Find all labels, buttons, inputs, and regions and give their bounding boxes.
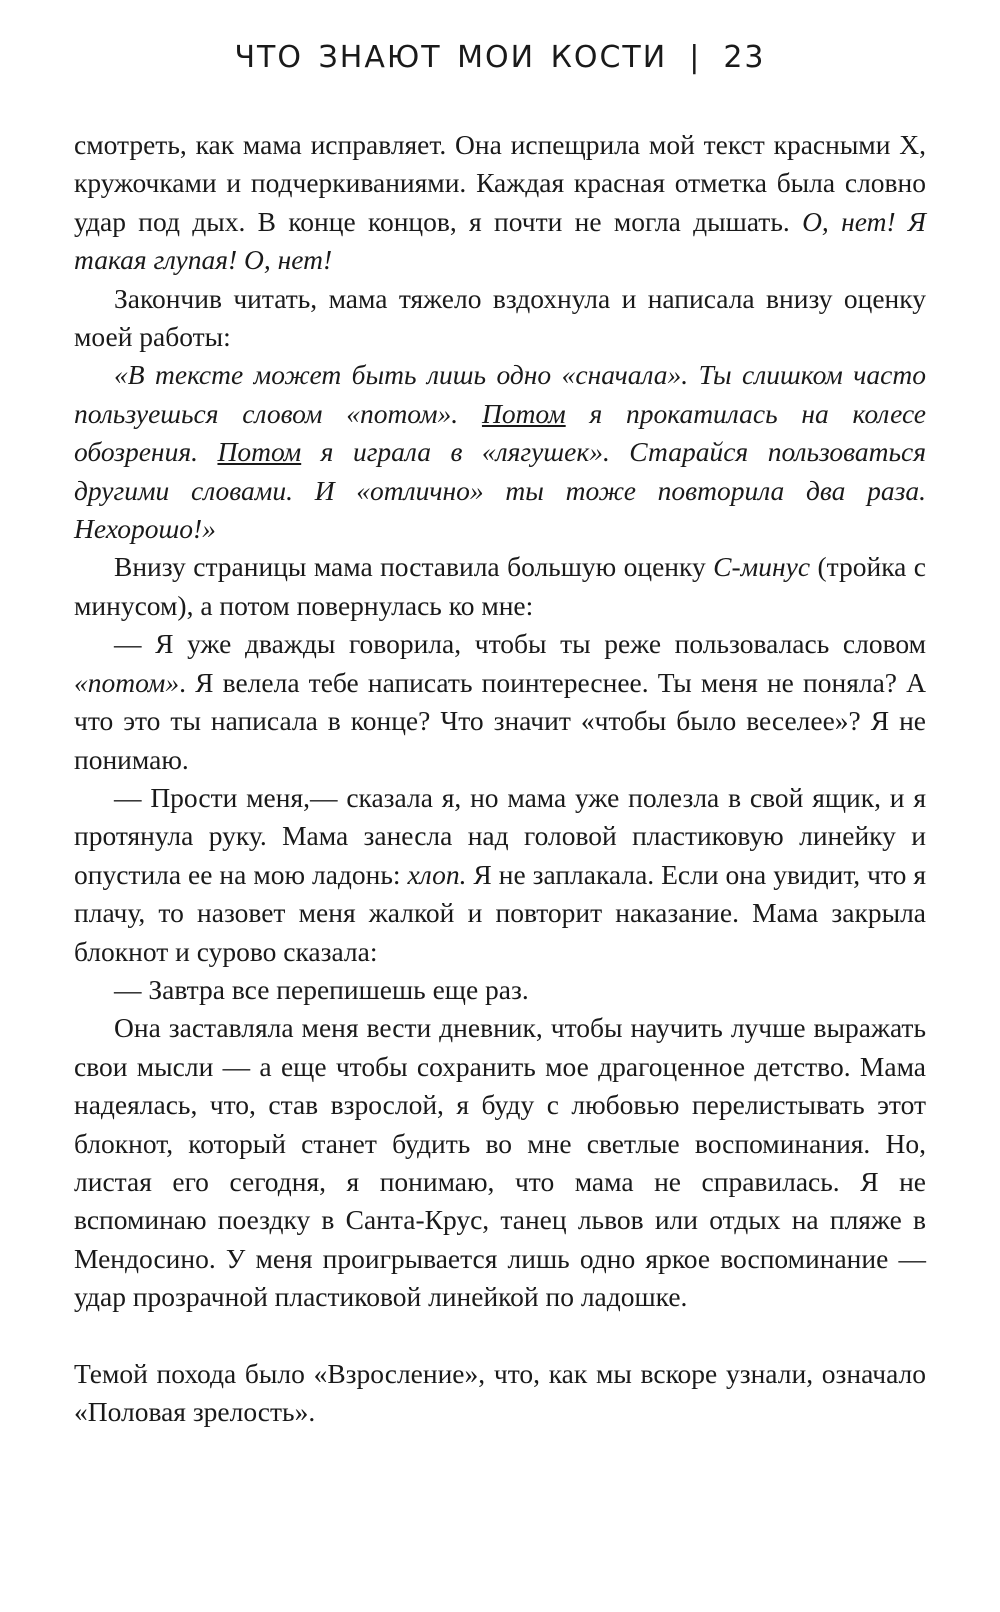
teacher-note	[74, 356, 926, 548]
dialogue-1	[74, 625, 926, 779]
paragraph-2: Закончив читать, мама тяжело вздохнула и написала внизу оценку моей работы:	[74, 282, 926, 353]
note-part-a: «В тексте может быть лишь одно «сначала». Ты слишком часто пользуешься словом «потом».	[74, 359, 926, 429]
dialogue-2-a: — Прости меня,— сказала я, но мама уже полезла в свой ящик, и я протянула руку. Мама занесла над головой пластиковую линейку и опустила ее на мою ладонь:	[74, 781, 926, 890]
paragraph-4-b: (тройка с минусом), а потом повернулась ко мне:	[74, 551, 926, 621]
grade-italic: С-минус	[713, 551, 811, 583]
book-title: ЧТО ЗНАЮТ МОИ КОСТИ	[234, 40, 668, 75]
running-header	[0, 40, 1000, 75]
body-text	[74, 126, 926, 1431]
paragraph-4	[74, 548, 926, 625]
dialogue-3: — Завтра все перепишешь еще раз.	[114, 973, 529, 1005]
dialogue-2	[74, 779, 926, 971]
dialogue-1-italic: «потом»	[74, 666, 180, 698]
paragraph-4-a: Внизу страницы мама поставила большую оценку	[114, 551, 714, 583]
dialogue-2-italic: хлоп.	[407, 858, 467, 890]
dialogue-2-b: Я не заплакала. Если она увидит, что я плачу, то назовет меня жалкой и повторит наказание. Мама закрыла блокнот и сурово сказала:	[74, 858, 926, 967]
note-part-b: я прокатилась на колесе обозрения.	[74, 397, 926, 468]
dialogue-1-b: . Я велела тебе написать поинтереснее. Ты меня не поняла? А что это ты написала в конце? Что значит «чтобы было веселее»? Я не понимаю.	[74, 666, 926, 775]
paragraph-8: Она заставляла меня вести дневник, чтобы научить лучше выражать свои мысли — а еще чтобы сохранить мое драгоценное детство. Мама надеялась, что, став взрослой, я буду с любовью перелистывать этот блокнот, который станет будить во мне светлые воспоминания. Но, листая его сегодня, я понимаю, что мама не справилась. Я не вспоминаю поездку в Санта-Крус, танец львов или отдых на пляже в Мендосино. У меня проигрывается лишь одно яркое воспоминание — удар прозрачной пластиковой линейкой по ладошке.	[74, 1012, 926, 1313]
paragraph-1-text: смотреть, как мама исправляет. Она испещрила мой текст красными Х, кружочками и подчеркиваниями. Каждая красная отметка была словно удар под дых. В конце концов, я почти не могла дышать.	[74, 129, 926, 237]
note-underline-2: Потом	[217, 436, 302, 468]
header-separator: |	[689, 40, 702, 75]
paragraph-1	[74, 126, 926, 280]
dialogue-1-a: — Я уже дважды говорила, чтобы ты реже пользовалась словом	[114, 628, 926, 660]
note-part-c: я играла в «лягушек». Старайся пользоваться другими словами. И «отлично» ты тоже повторила два раза. Нехорошо!»	[74, 436, 927, 545]
paragraph-9: Темой похода было «Взросление», что, как мы вскоре узнали, означало «Половая зрелость».	[74, 1357, 926, 1427]
note-underline-1: Потом	[481, 397, 566, 429]
paragraph-1-italic: О, нет! Я такая глупая! О, нет!	[74, 205, 927, 276]
page-number: 23	[723, 40, 766, 75]
